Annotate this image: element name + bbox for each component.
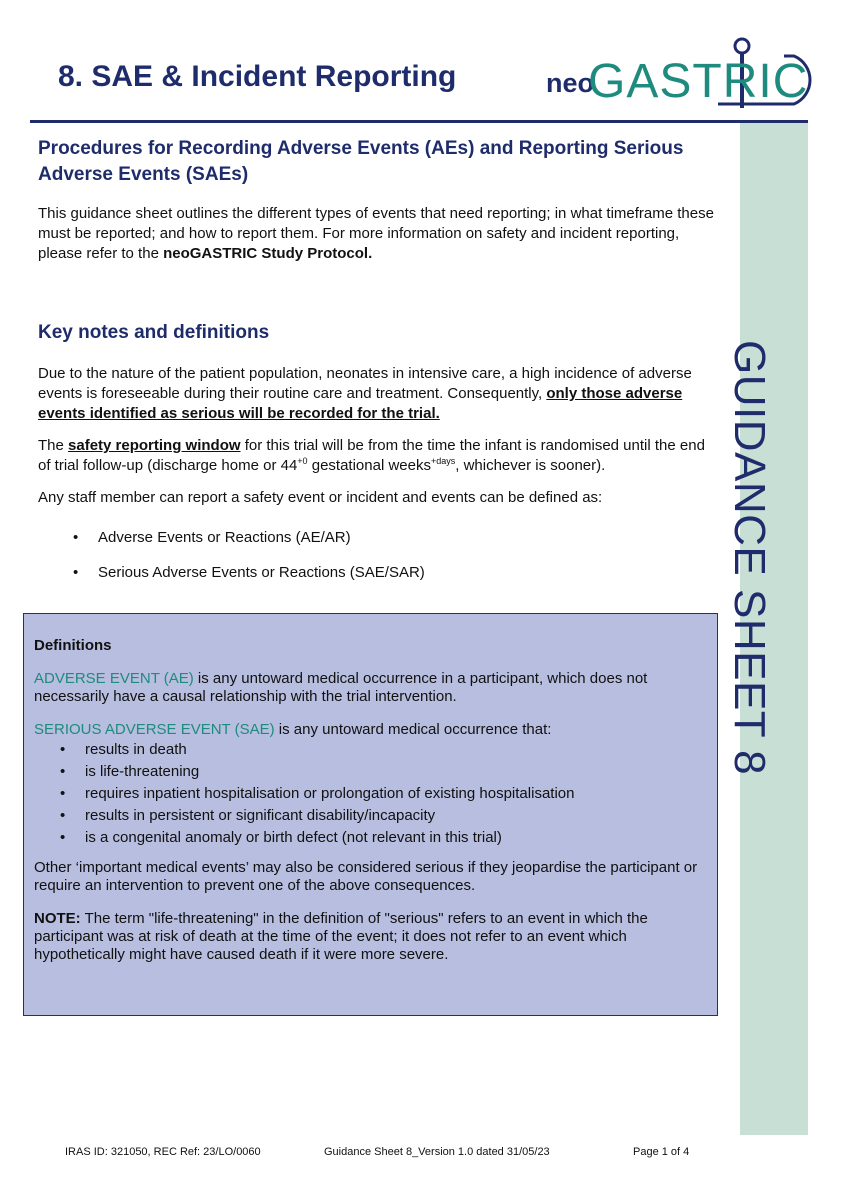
sae-criteria-list <box>34 739 707 849</box>
key-notes-heading: Key notes and definitions <box>38 322 270 343</box>
kn-p2-sup2: +days <box>430 456 456 466</box>
ae-definition <box>34 670 707 706</box>
header-divider <box>30 120 808 123</box>
kn-p1-text: Due to the nature of the patient population, neonates in intensive care, a high incidence of adverse events is foreseeable during their routine care and treatment. Consequently, <box>38 365 692 402</box>
list-item: • Adverse Events or Reactions (AE/AR) <box>73 528 718 548</box>
other-events-note: Other ‘important medical events’ may also be considered serious if they jeopardise the participant or require an intervention to prevent one of the above consequences. <box>34 859 698 894</box>
key-notes-paragraph-3: Any staff member can report a safety event or incident and events can be defined as: <box>38 489 603 506</box>
list-item: • results in persistent or significant disability/incapacity <box>60 805 707 827</box>
list-item: • is a congenital anomaly or birth defect (not relevant in this trial) <box>60 827 707 849</box>
neogastric-logo <box>546 32 816 118</box>
safety-window-term: safety reporting window <box>68 437 241 454</box>
sae-definition <box>34 721 707 739</box>
ae-text: is any untoward medical occurrence in a participant, which does not necessarily have a causal relationship with the trial intervention. <box>34 670 648 705</box>
page-title: 8. SAE & Incident Reporting <box>58 60 457 93</box>
footer-ids: IRAS ID: 321050, REC Ref: 23/LO/0060 <box>65 1146 261 1158</box>
list-item: • results in death <box>60 739 707 761</box>
kn-p2-mid: for this trial will be from the time the infant is randomised until the end of trial follow-up (discharge home or 44 <box>38 437 705 474</box>
definitions-title: Definitions <box>34 637 112 654</box>
list-item: • requires inpatient hospitalisation or prolongation of existing hospitalisation <box>60 783 707 805</box>
event-types-list <box>38 528 718 583</box>
kn-p2-end: , whichever is sooner). <box>455 457 606 474</box>
key-notes-paragraph-2 <box>38 436 718 476</box>
guidance-sheet-label: GUIDANCE SHEET 8 <box>725 340 774 776</box>
protocol-reference: neoGASTRIC Study Protocol. <box>163 245 373 262</box>
kn-p2-pre: The <box>38 437 69 454</box>
list-item: • Serious Adverse Events or Reactions (SAE/SAR) <box>73 563 718 583</box>
main-content <box>38 136 718 598</box>
definitions-box <box>23 613 718 1016</box>
sae-term: SERIOUS ADVERSE EVENT (SAE) <box>34 721 275 738</box>
life-threatening-note <box>34 910 707 964</box>
note-label: NOTE: <box>34 910 81 927</box>
kn-p2-sup1: +0 <box>297 456 308 466</box>
footer-version: Guidance Sheet 8_Version 1.0 dated 31/05/23 <box>324 1146 550 1158</box>
note-text: The term "life-threatening" in the definition of "serious" refers to an event in which the participant was at risk of death at the time of the event; it does not refer to an event which hypothetically might have caused death if it were more severe. <box>34 910 648 963</box>
list-item: • is life-threatening <box>60 761 707 783</box>
kn-p1-emphasis: only those adverse events identified as serious will be recorded for the trial. <box>38 385 683 422</box>
footer-page-number: Page 1 of 4 <box>633 1146 690 1158</box>
sae-text: is any untoward medical occurrence that: <box>274 721 552 738</box>
kn-p2-mid2: gestational weeks <box>307 457 431 474</box>
logo-name: GASTRIC <box>588 55 809 108</box>
intro-paragraph <box>38 204 718 264</box>
logo-prefix: neo <box>546 68 595 98</box>
ae-term: ADVERSE EVENT (AE) <box>34 670 194 687</box>
intro-heading: Procedures for Recording Adverse Events (AEs) and Reporting Serious Adverse Events (SAEs) <box>38 138 684 185</box>
key-notes-paragraph-1 <box>38 364 718 424</box>
intro-text: This guidance sheet outlines the different types of events that need reporting; in what timeframe these must be reported; and how to report them. For more information on safety and incident reporting, please refer to the <box>38 205 714 262</box>
